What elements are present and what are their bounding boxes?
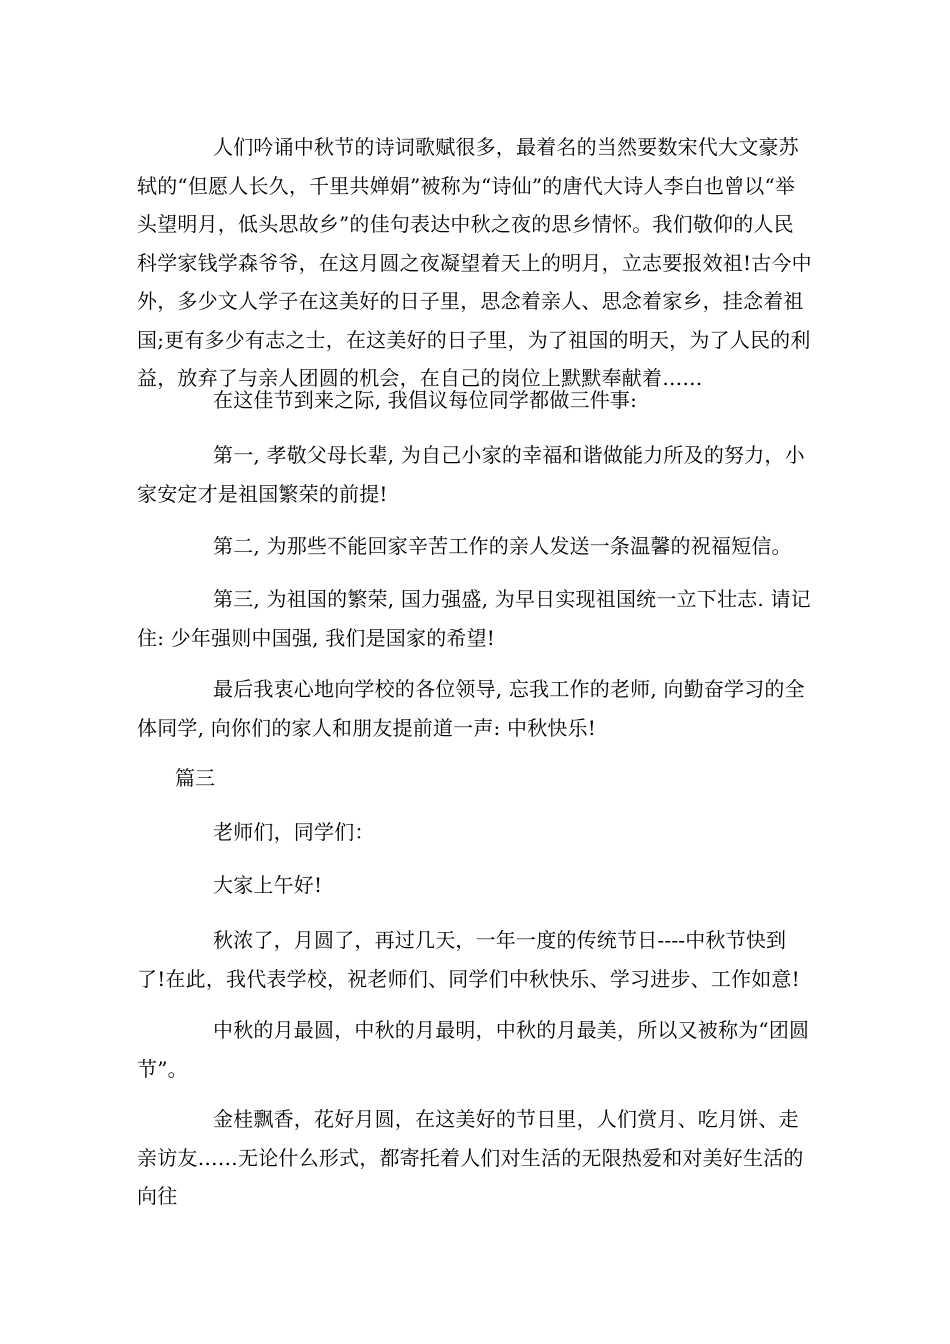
paragraph-greeting-morning: 大家上午好! [213,873,323,897]
paragraph-festival-customs: 金桂飘香，花好月圆，在这美好的节日里，人们赏月、吃月饼、走亲访友……无论什么形式，都寄托着人们对生活的无限热爱和对美好生活的向往 [137,1107,804,1208]
paragraph-greeting-audience: 老师们，同学们： [213,820,375,844]
paragraph-proposal-third: 第三, 为祖国的繁荣, 国力强盛, 为早日实现祖国统一立下壮志. 请记住: 少年强则中国强, 我们是国家的希望! [137,587,811,650]
paragraph-reunion-festival: 中秋的月最圆，中秋的月最明，中秋的月最美，所以又被称为“团圆节”。 [137,1018,810,1081]
section-heading: 篇三 [175,766,215,790]
paragraph-proposal-first: 第一, 孝敬父母长辈, 为自己小家的幸福和谐做能力所及的努力，小家安定才是祖国繁荣的前提! [137,443,805,506]
paragraph-festival-approaching: 秋浓了，月圆了，再过几天，一年一度的传统节日----中秋节快到了!在此，我代表学校，祝老师们、同学们中秋快乐、学习进步、工作如意! [137,928,800,991]
paragraph-closing-wishes: 最后我衷心地向学校的各位领导, 忘我工作的老师, 向勤奋学习的全体同学, 向你们的家人和朋友提前道一声: 中秋快乐! [137,677,805,740]
paragraph-proposal-second: 第二, 为那些不能回家辛苦工作的亲人发送一条温馨的祝福短信。 [213,534,792,558]
paragraph-proposal-intro: 在这佳节到来之际, 我倡议每位同学都做三件事: [213,388,638,412]
paragraph-mid-autumn-poetry: 人们吟诵中秋节的诗词歌赋很多，最着名的当然要数宋代大文豪苏轼的“但愿人长久，千里共婵娟”被称为“诗仙”的唐代大诗人李白也曾以“举头望明月，低头思故乡”的佳句表达中秋之夜的思乡情怀。我们敬仰的人民科学家钱学森爷爷，在这月圆之夜凝望着天上的明月，立志要报效祖!古今中外，多少文人学子在这美好的日子里，思念着亲人、思念着家乡，挂念着祖国;更有多少有志之士，在这美好的日子里，为了祖国的明天，为了人民的利益，放弃了与亲人团圆的机会，在自己的岗位上默默奉献着…… [137,135,812,390]
